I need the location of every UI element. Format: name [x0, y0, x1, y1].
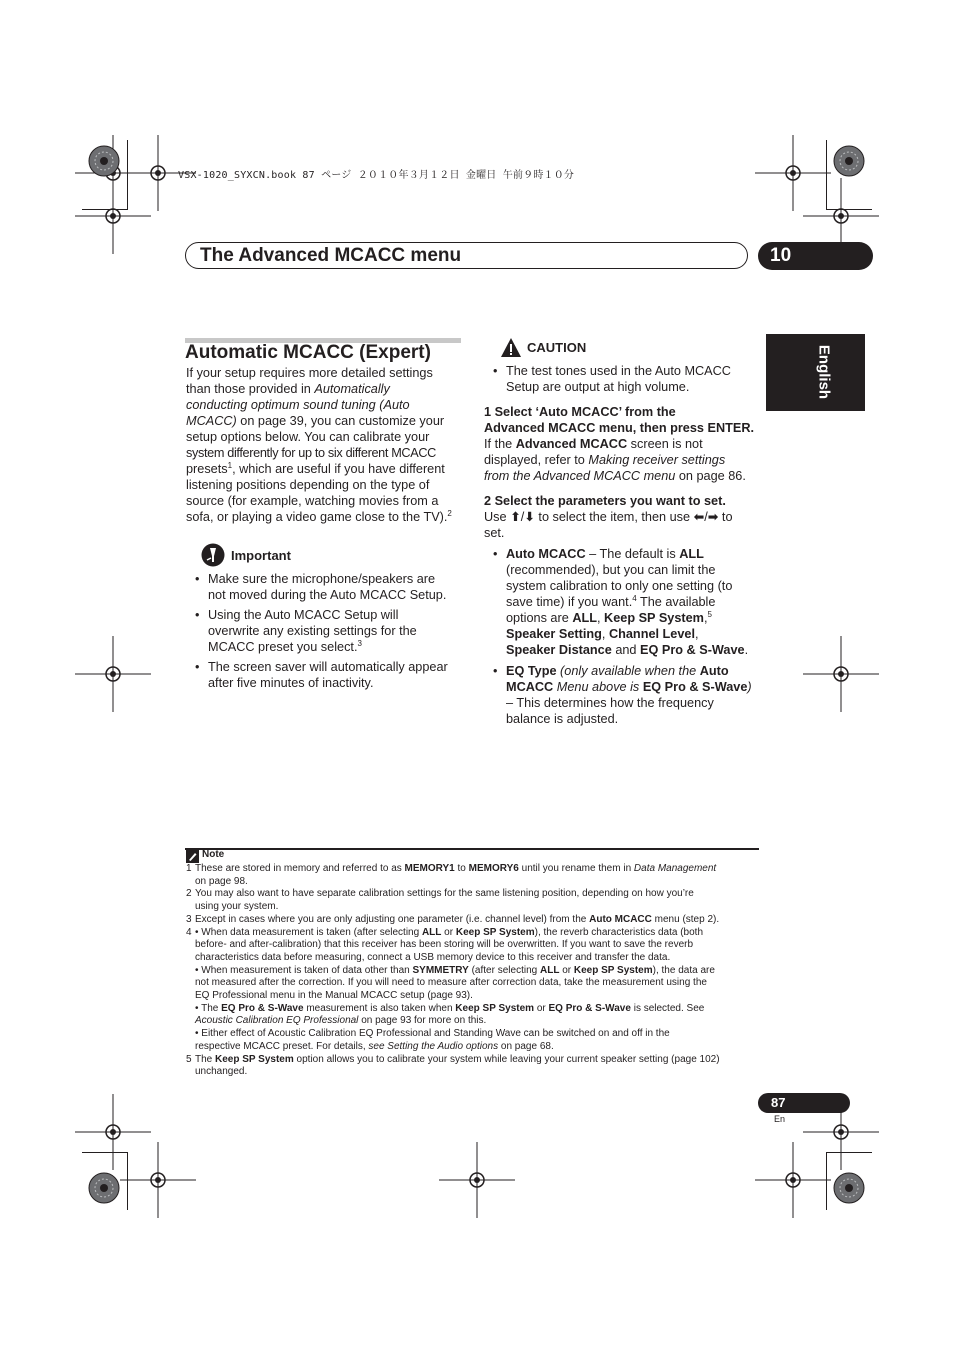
right-arrow-icon: ➡: [707, 510, 719, 524]
list-item: • The screen saver will automatically appear after five minutes of inactivity.: [186, 659, 466, 691]
important-label: Important: [231, 548, 291, 563]
footnote: 2 You may also want to have separate calibration settings for the same listening position, depending on how you’re using your system.: [186, 888, 694, 913]
caution-icon: [500, 337, 522, 359]
page-language: En: [774, 1114, 786, 1124]
color-rosette-mark: [833, 1172, 865, 1204]
caution-list: [484, 363, 764, 395]
print-info: VSX-1020_SYXCN.book 87 ページ ２０１０年３月１２日 金曜日 午前９時１０分: [178, 170, 575, 181]
list-item: • Make sure the microphone/speakers are not moved during the Auto MCACC Setup.: [186, 571, 466, 603]
color-rosette-mark: [833, 145, 865, 177]
left-arrow-icon: ⬅: [693, 510, 705, 524]
registration-mark: [75, 178, 151, 254]
list-item: • Using the Auto MCACC Setup will overwrite any existing settings for the MCACC preset you select.$^3$: [186, 607, 466, 655]
chapter-number: 10: [770, 245, 792, 266]
trim-line: [826, 140, 827, 210]
trim-line: [826, 1152, 827, 1210]
footnote: 4 • When data measurement is taken (after selecting ALL or Keep SP System), the reverb characteristics data (both before- and after-calibration) that this receiver has been storing will be overwritten. If you want to save the reverb characteristics data before measuring, connect a USB memory device to this receiver and transfer the data. • When measurement is taken of data other than SYMMETRY (after selecting ALL or Keep SP System), the data are not measured after the correction. If you will need to measure after correction data, take the measurement using the EQ Professional menu in the Manual MCACC setup (page 93). • The EQ Pro & S-Wave measurement is also taken when Keep SP System or EQ Pro & S-Wave is selected. See Acoustic Calibration EQ Professional on page 93 for more on this. • Either effect of Acoustic Calibration EQ Professional and Standing Wave can be switched on and off in the respective MCACC preset. For details, see Setting the Audio options on page 68.: [186, 926, 715, 1052]
step-1: 1 Select ‘Auto MCACC’ from the Advanced MCACC menu, then press ENTER. If the Advanced MCACC screen is not displayed, refer to Making receiver settings from the Advanced MCACC menu on page 86.: [484, 405, 755, 483]
footnote: 1 These are stored in memory and referred to as MEMORY1 to MEMORY6 until you rename them in Data Management on page 98.: [186, 863, 717, 887]
trim-line: [82, 1152, 128, 1153]
language-label: English: [815, 344, 833, 400]
registration-mark: [120, 1142, 196, 1218]
page-title: The Advanced MCACC menu: [200, 245, 462, 266]
list-item: • Auto MCACC – The default is ALL (recommended), but you can limit the system calibration to only one setting (to save time) if you want.$^4$ The available options are ALL, Keep SP System,$^5$ Speaker Setting, Channel Level, Speaker Distance and EQ Pro & S-Wave.: [484, 546, 774, 658]
caution-label: CAUTION: [527, 340, 587, 355]
note-icon: [186, 850, 199, 863]
registration-mark: [439, 1142, 515, 1218]
notes-rule: [185, 848, 759, 850]
trim-line: [826, 1152, 872, 1153]
registration-mark: [803, 636, 879, 712]
step-2: 2 Select the parameters you want to set. Use ⬆/⬇ to select the item, then use ⬅/➡ to set.: [484, 494, 733, 540]
list-item: • EQ Type (only available when the Auto MCACC Menu above is EQ Pro & S-Wave) – This determines how the frequency balance is adjusted.: [484, 663, 774, 727]
important-icon: [201, 543, 225, 567]
trim-line: [826, 209, 872, 210]
trim-line: [127, 1152, 128, 1210]
footnotes: [186, 863, 761, 1079]
footnote: 3 Except in cases where you are only adjusting one parameter (i.e. channel level) from the Auto MCACC menu (step 2).: [186, 913, 720, 925]
page-number: 87: [771, 1095, 786, 1110]
registration-mark: [755, 1142, 831, 1218]
chapter-badge: [758, 242, 873, 270]
note-label: Note: [202, 849, 225, 860]
page-number-badge: [758, 1093, 850, 1113]
trim-line: [82, 209, 128, 210]
language-tab: [766, 334, 865, 411]
trim-line: [127, 140, 128, 210]
up-arrow-icon: ⬆: [510, 510, 521, 524]
down-arrow-icon: ⬇: [524, 510, 535, 524]
intro-paragraph: If your setup requires more detailed settings than those provided in Automatically conducting optimum sound tuning (Auto MCACC) on page 39, you can customize your setup options below. You can calibrate your system differently for up to six different MCACC presets$^1$, which are useful if you have different listening positions depending on the type of source (for example, watching movies from a sofa, or playing a video game close to the TV).$^2$: [186, 366, 452, 524]
list-item: • The test tones used in the Auto MCACC Setup are output at high volume.: [484, 363, 764, 395]
step-heading: 2 Select the parameters you want to set.: [484, 494, 726, 508]
registration-mark: [75, 636, 151, 712]
important-list: [186, 571, 466, 691]
color-rosette-mark: [88, 1172, 120, 1204]
color-rosette-mark: [88, 145, 120, 177]
footnote: 5 The Keep SP System option allows you to calibrate your system while leaving your current speaker setting (page 102) unchanged.: [186, 1053, 720, 1078]
step-heading: 1 Select ‘Auto MCACC’ from the: [484, 405, 676, 419]
parameter-list: [484, 546, 774, 727]
section-title: Automatic MCACC (Expert): [185, 342, 431, 363]
